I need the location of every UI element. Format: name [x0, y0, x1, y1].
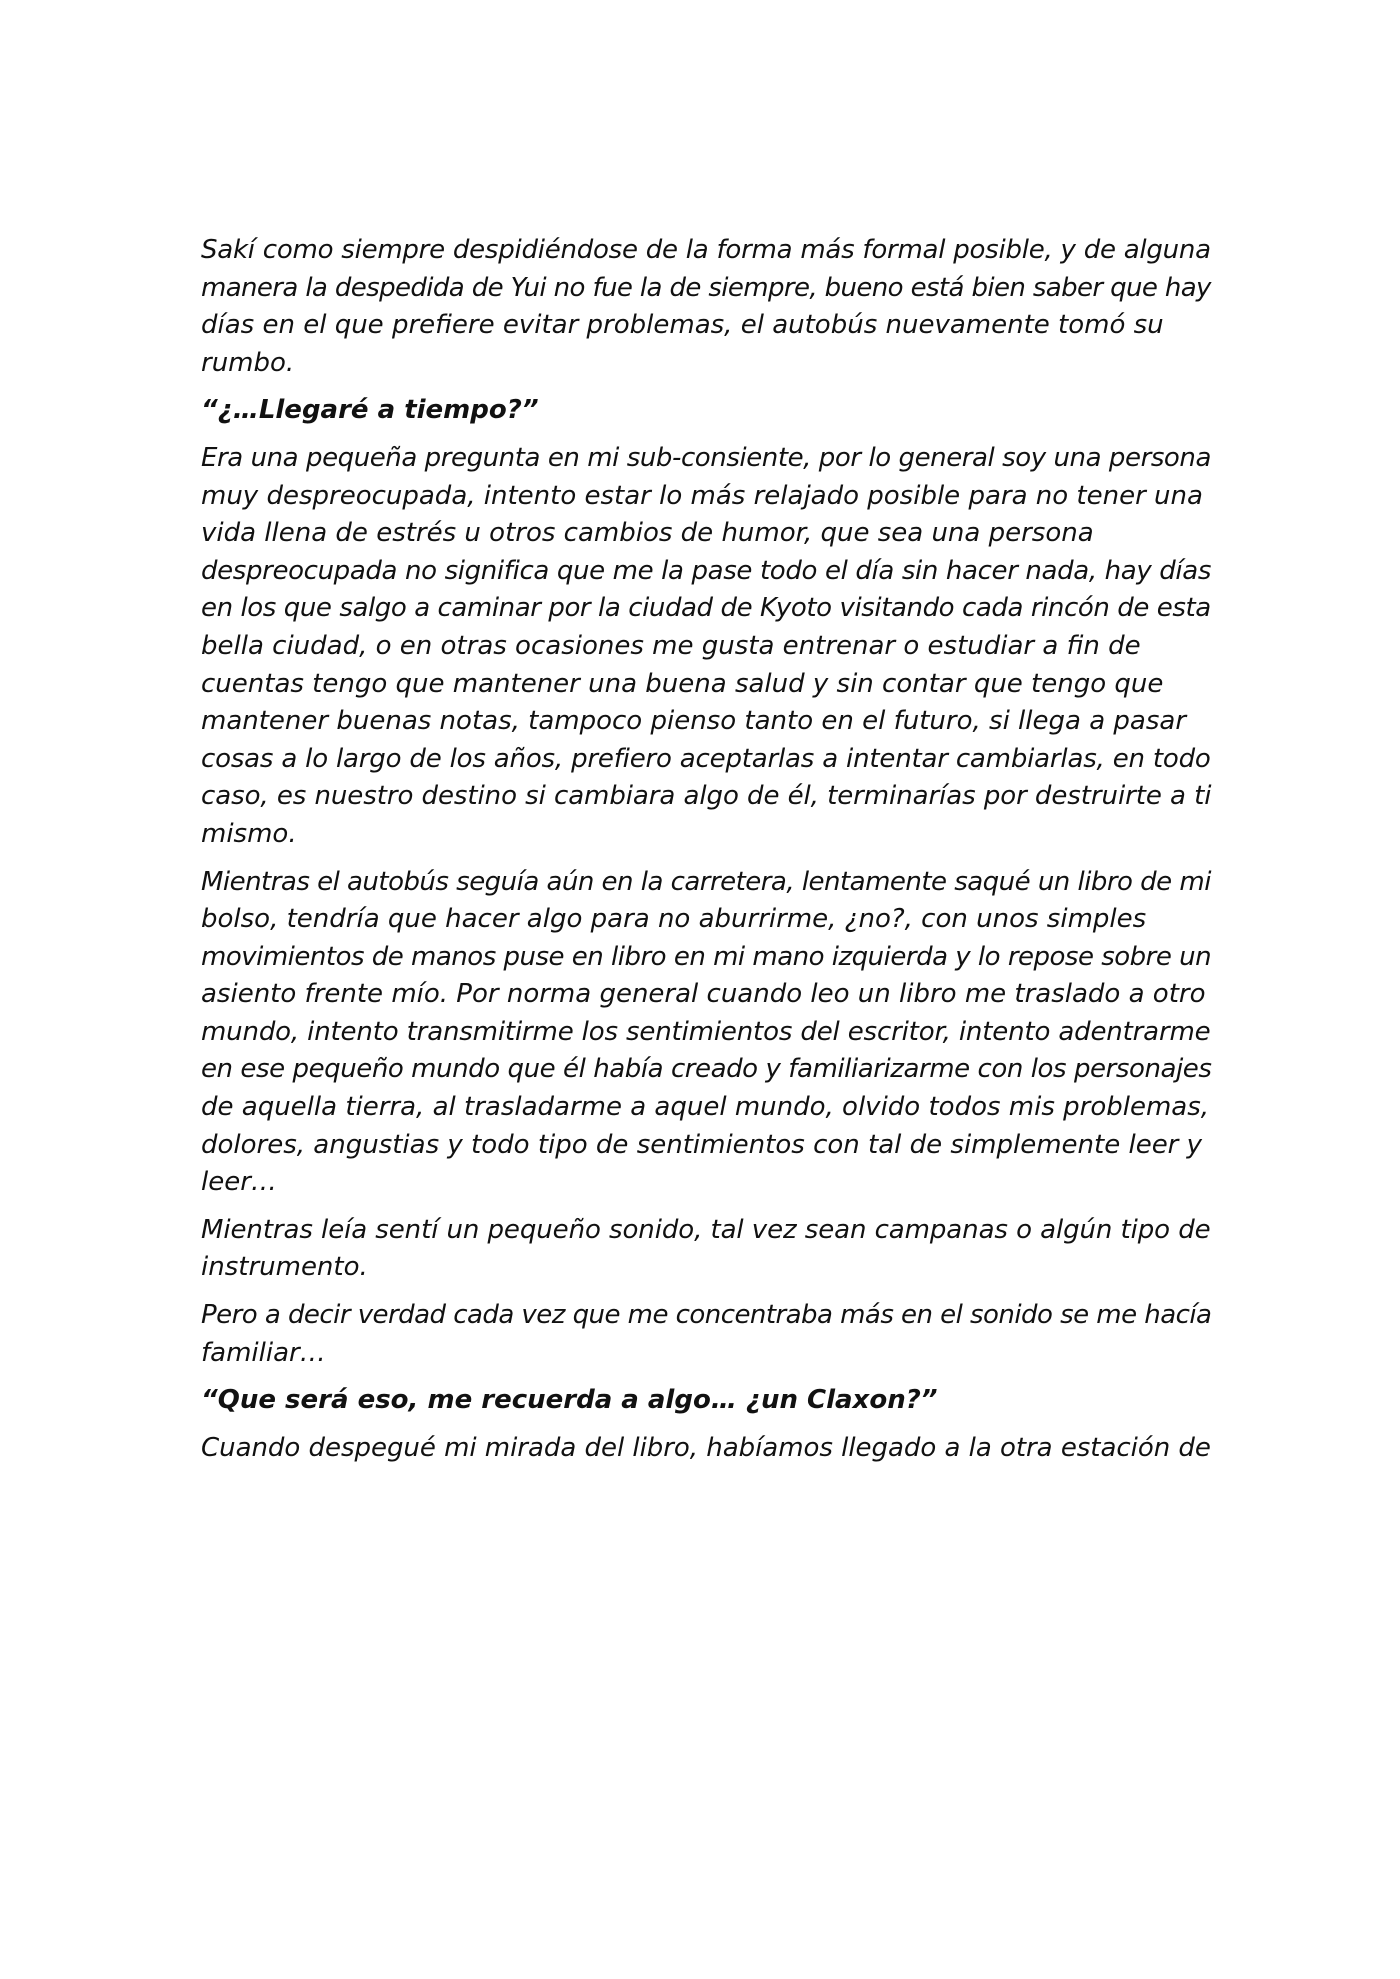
body-text: [201, 232, 1211, 1477]
paragraph: [201, 440, 1211, 854]
text-line: “¿…Llegaré a tiempo?”: [201, 395, 539, 426]
text-line: dolores, angustias y todo tipo de sentimientos con tal de simplemente leer y: [201, 1129, 1203, 1160]
text-line: bella ciudad, o en otras ocasiones me gusta entrenar o estudiar a fin de: [201, 630, 1141, 661]
text-line: vida llena de estrés u otros cambios de humor, que sea una persona: [201, 518, 1094, 549]
text-line: cuentas tengo que mantener una buena salud y sin contar que tengo que: [201, 668, 1164, 699]
text-line: mundo, intento transmitirme los sentimientos del escritor, intento adentrarme: [201, 1016, 1211, 1047]
text-line: rumbo.: [201, 347, 295, 378]
text-line: movimientos de manos puse en libro en mi mano izquierda y lo repose sobre un: [201, 941, 1212, 972]
text-line: de aquella tierra, al trasladarme a aquel mundo, olvido todos mis problemas,: [201, 1092, 1210, 1123]
text-line: muy despreocupada, intento estar lo más relajado posible para no tener una: [201, 480, 1203, 511]
text-line: mismo.: [201, 818, 297, 849]
text-line: cosas a lo largo de los años, prefiero aceptarlas a intentar cambiarlas, en todo: [201, 743, 1211, 774]
text-line: en ese pequeño mundo que él había creado y familiarizarme con los personajes: [201, 1054, 1212, 1085]
text-line: en los que salgo a caminar por la ciudad de Kyoto visitando cada rincón de esta: [201, 593, 1211, 624]
text-line: Mientras el autobús seguía aún en la carretera, lentamente saqué un libro de mi: [201, 866, 1211, 897]
text-line: asiento frente mío. Por norma general cuando leo un libro me traslado a otro: [201, 979, 1206, 1010]
text-line: Sakí como siempre despidiéndose de la forma más formal posible, y de alguna: [201, 235, 1211, 265]
text-line: caso, es nuestro destino si cambiara algo de él, terminarías por destruirte a ti: [201, 781, 1212, 812]
text-line: “Que será eso, me recuerda a algo… ¿un Claxon?”: [201, 1385, 938, 1416]
paragraph: [201, 1297, 1211, 1372]
text-line: familiar…: [201, 1337, 326, 1368]
text-line: Cuando despegué mi mirada del libro, habíamos llegado a la otra estación de: [201, 1432, 1211, 1463]
paragraph: [201, 1212, 1211, 1287]
text-line: leer…: [201, 1167, 277, 1198]
paragraph: [201, 1430, 1211, 1468]
text-line: Mientras leía sentí un pequeño sonido, tal vez sean campanas o algún tipo de: [201, 1214, 1211, 1245]
text-line: despreocupada no significa que me la pase todo el día sin hacer nada, hay días: [201, 555, 1212, 586]
text-line: instrumento.: [201, 1252, 368, 1283]
paragraph: [201, 864, 1211, 1202]
text-line: Pero a decir verdad cada vez que me concentraba más en el sonido se me hacía: [201, 1300, 1212, 1331]
text-line: manera la despedida de Yui no fue la de siempre, bueno está bien saber que hay: [201, 272, 1211, 303]
dialogue-paragraph: [201, 392, 1211, 430]
text-line: bolso, tendría que hacer algo para no aburrirme, ¿no?, con unos simples: [201, 904, 1147, 935]
text-line: mantener buenas notas, tampoco pienso tanto en el futuro, si llega a pasar: [201, 706, 1187, 737]
paragraph: [201, 232, 1211, 382]
text-line: Era una pequeña pregunta en mi sub-consiente, por lo general soy una persona: [201, 442, 1211, 473]
text-line: días en el que prefiere evitar problemas, el autobús nuevamente tomó su: [201, 310, 1164, 341]
dialogue-paragraph: [201, 1382, 1211, 1420]
